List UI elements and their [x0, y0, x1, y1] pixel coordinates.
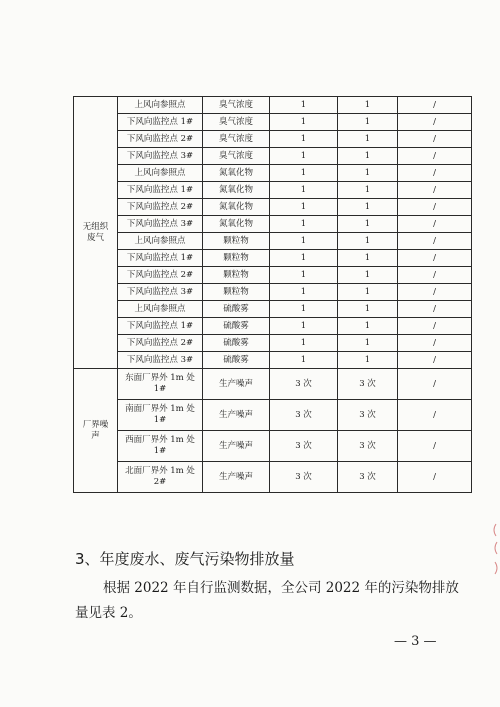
frequency-cell: 1	[270, 301, 338, 318]
frequency-cell: 1	[270, 284, 338, 301]
monitoring-point-cell: 上风向参照点	[118, 165, 203, 182]
monitoring-item-cell: 生产噪声	[203, 369, 270, 400]
monitoring-point-cell: 下风向监控点 2#	[118, 131, 203, 148]
frequency-cell: 1	[270, 148, 338, 165]
monitoring-item-cell: 臭气浓度	[203, 131, 270, 148]
frequency-cell: 1	[270, 267, 338, 284]
remark-cell: /	[398, 284, 472, 301]
monitoring-point-cell: 下风向监控点 2#	[118, 335, 203, 352]
frequency-cell: 3 次	[338, 462, 398, 493]
frequency-cell: 1	[270, 318, 338, 335]
frequency-cell: 1	[270, 250, 338, 267]
remark-cell: /	[398, 182, 472, 199]
monitoring-point-cell: 北面厂界外 1m 处 2#	[118, 462, 203, 493]
monitoring-item-cell: 颗粒物	[203, 233, 270, 250]
remark-cell: /	[398, 233, 472, 250]
table-row	[74, 250, 472, 267]
monitoring-item-cell: 硫酸雾	[203, 301, 270, 318]
frequency-cell: 1	[270, 97, 338, 114]
remark-cell: /	[398, 250, 472, 267]
frequency-cell: 1	[338, 148, 398, 165]
monitoring-table-body	[74, 97, 472, 493]
frequency-cell: 1	[338, 182, 398, 199]
frequency-cell: 1	[270, 114, 338, 131]
frequency-cell: 1	[338, 216, 398, 233]
remark-cell: /	[398, 431, 472, 462]
monitoring-point-cell: 下风向监控点 2#	[118, 267, 203, 284]
monitoring-item-cell: 氮氧化物	[203, 216, 270, 233]
monitoring-item-cell: 氮氧化物	[203, 182, 270, 199]
table-row	[74, 369, 472, 400]
frequency-cell: 1	[270, 199, 338, 216]
monitoring-item-cell: 硫酸雾	[203, 335, 270, 352]
table-row	[74, 199, 472, 216]
remark-cell: /	[398, 318, 472, 335]
frequency-cell: 1	[338, 318, 398, 335]
monitoring-item-cell: 硫酸雾	[203, 352, 270, 369]
category-cell: 无组织 废气	[74, 97, 118, 369]
monitoring-point-cell: 东面厂界外 1m 处 1#	[118, 369, 203, 400]
table-row	[74, 216, 472, 233]
frequency-cell: 1	[338, 301, 398, 318]
frequency-cell: 1	[338, 131, 398, 148]
frequency-cell: 1	[338, 114, 398, 131]
remark-cell: /	[398, 114, 472, 131]
monitoring-point-cell: 下风向监控点 3#	[118, 216, 203, 233]
frequency-cell: 1	[338, 250, 398, 267]
monitoring-point-cell: 下风向监控点 1#	[118, 114, 203, 131]
monitoring-point-cell: 下风向监控点 1#	[118, 250, 203, 267]
frequency-cell: 1	[338, 199, 398, 216]
frequency-cell: 1	[338, 352, 398, 369]
frequency-cell: 3 次	[338, 431, 398, 462]
body-paragraph: 根据 2022 年自行监测数据，全公司 2022 年的污染物排放量见表 2。	[75, 580, 459, 621]
frequency-cell: 1	[270, 216, 338, 233]
table-row	[74, 301, 472, 318]
frequency-cell: 1	[270, 131, 338, 148]
table-row	[74, 114, 472, 131]
table-row	[74, 462, 472, 493]
remark-cell: /	[398, 199, 472, 216]
table-row	[74, 182, 472, 199]
frequency-cell: 1	[270, 165, 338, 182]
table-row	[74, 267, 472, 284]
monitoring-point-cell: 西面厂界外 1m 处 1#	[118, 431, 203, 462]
monitoring-item-cell: 臭气浓度	[203, 97, 270, 114]
frequency-cell: 1	[338, 335, 398, 352]
monitoring-item-cell: 颗粒物	[203, 250, 270, 267]
monitoring-item-cell: 生产噪声	[203, 462, 270, 493]
remark-cell: /	[398, 131, 472, 148]
frequency-cell: 1	[338, 97, 398, 114]
remark-cell: /	[398, 148, 472, 165]
monitoring-item-cell: 硫酸雾	[203, 318, 270, 335]
frequency-cell: 1	[338, 165, 398, 182]
monitoring-point-cell: 下风向监控点 1#	[118, 318, 203, 335]
remark-cell: /	[398, 369, 472, 400]
frequency-cell: 1	[270, 352, 338, 369]
table-row	[74, 318, 472, 335]
monitoring-item-cell: 氮氧化物	[203, 199, 270, 216]
remark-cell: /	[398, 301, 472, 318]
monitoring-point-cell: 下风向监控点 1#	[118, 182, 203, 199]
monitoring-item-cell: 生产噪声	[203, 431, 270, 462]
monitoring-point-cell: 上风向参照点	[118, 233, 203, 250]
monitoring-item-cell: 生产噪声	[203, 400, 270, 431]
remark-cell: /	[398, 165, 472, 182]
frequency-cell: 1	[270, 182, 338, 199]
frequency-cell: 3 次	[270, 369, 338, 400]
table-row	[74, 335, 472, 352]
monitoring-point-cell: 下风向监控点 3#	[118, 352, 203, 369]
frequency-cell: 1	[270, 233, 338, 250]
remark-cell: /	[398, 400, 472, 431]
monitoring-table	[73, 96, 472, 493]
remark-cell: /	[398, 352, 472, 369]
table-row	[74, 284, 472, 301]
table-row	[74, 400, 472, 431]
category-cell: 厂界噪 声	[74, 369, 118, 493]
frequency-cell: 3 次	[338, 369, 398, 400]
table-row	[74, 233, 472, 250]
remark-cell: /	[398, 335, 472, 352]
frequency-cell: 3 次	[270, 431, 338, 462]
remark-cell: /	[398, 97, 472, 114]
monitoring-item-cell: 氮氧化物	[203, 165, 270, 182]
monitoring-point-cell: 下风向监控点 3#	[118, 148, 203, 165]
monitoring-point-cell: 南面厂界外 1m 处 1#	[118, 400, 203, 431]
frequency-cell: 1	[338, 284, 398, 301]
frequency-cell: 3 次	[270, 400, 338, 431]
remark-cell: /	[398, 462, 472, 493]
table-row	[74, 165, 472, 182]
monitoring-item-cell: 臭气浓度	[203, 148, 270, 165]
monitoring-item-cell: 臭气浓度	[203, 114, 270, 131]
monitoring-point-cell: 下风向监控点 3#	[118, 284, 203, 301]
remark-cell: /	[398, 216, 472, 233]
remark-cell: /	[398, 267, 472, 284]
frequency-cell: 3 次	[270, 462, 338, 493]
table-row	[74, 431, 472, 462]
table-row	[74, 97, 472, 114]
monitoring-point-cell: 下风向监控点 2#	[118, 199, 203, 216]
stamp-edge-mark	[490, 520, 500, 590]
page-number: — 3 —	[394, 634, 437, 649]
frequency-cell: 1	[338, 267, 398, 284]
section-heading: 3、年度废水、废气污染物排放量	[75, 550, 295, 568]
monitoring-item-cell: 颗粒物	[203, 267, 270, 284]
table-row	[74, 131, 472, 148]
monitoring-item-cell: 颗粒物	[203, 284, 270, 301]
frequency-cell: 1	[270, 335, 338, 352]
monitoring-point-cell: 上风向参照点	[118, 301, 203, 318]
frequency-cell: 3 次	[338, 400, 398, 431]
table-row	[74, 148, 472, 165]
table-row	[74, 352, 472, 369]
monitoring-point-cell: 上风向参照点	[118, 97, 203, 114]
frequency-cell: 1	[338, 233, 398, 250]
